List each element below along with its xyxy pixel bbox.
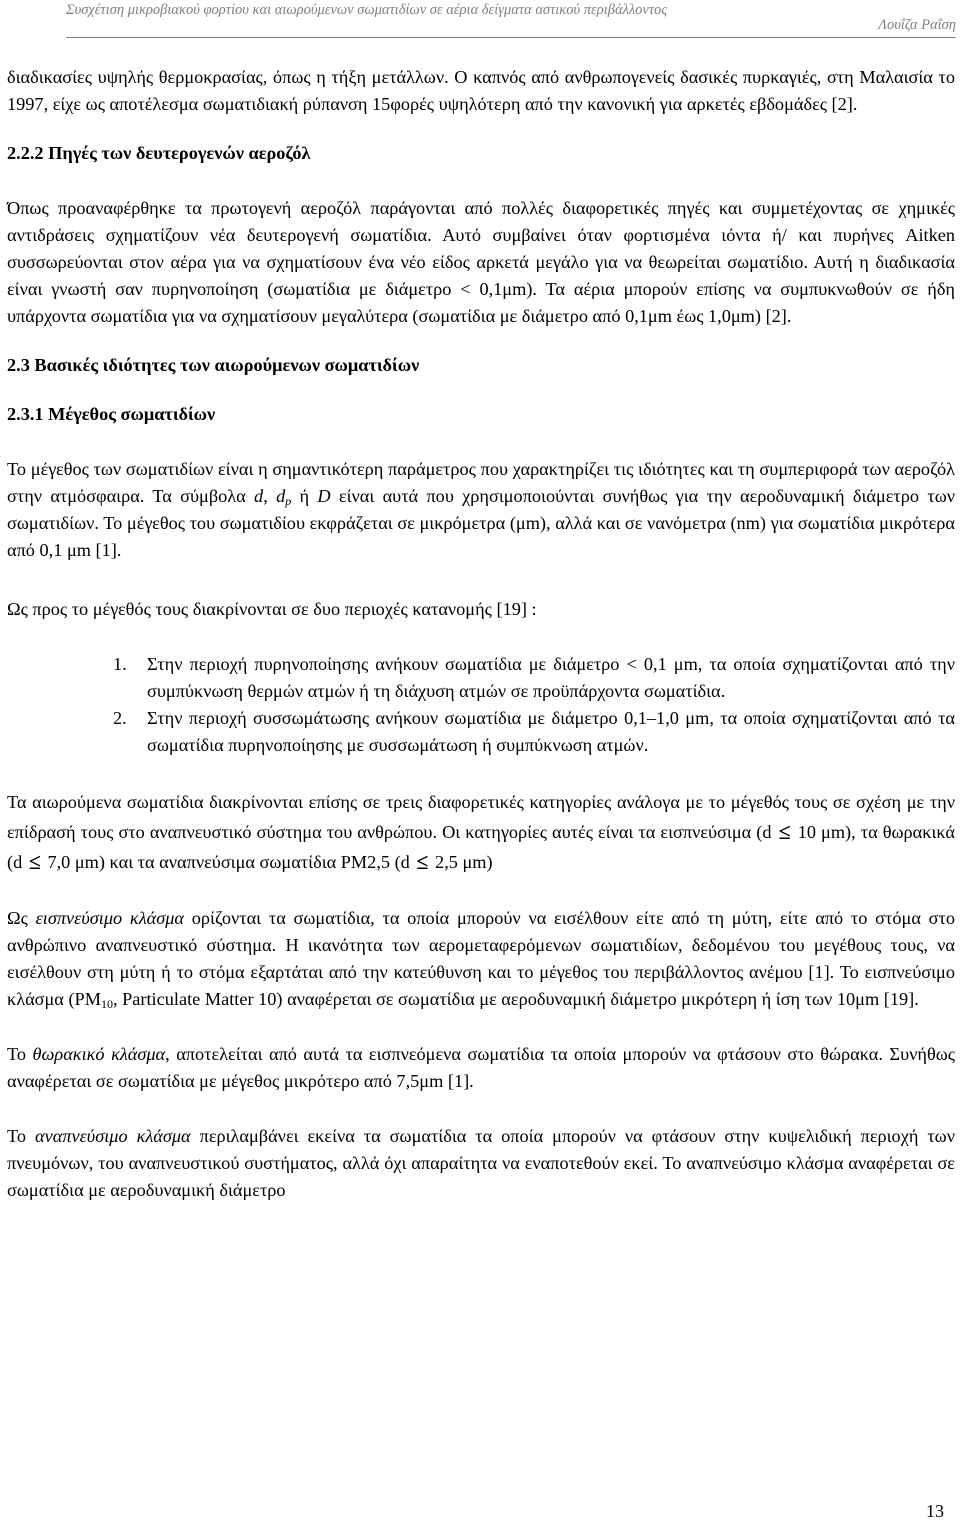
symbol-d: d — [254, 486, 264, 506]
text: Το — [7, 1044, 33, 1064]
paragraph-particle-size — [7, 456, 955, 564]
paragraph-inhalable-fraction — [7, 905, 955, 1013]
text: 2,5 μm) — [430, 852, 493, 872]
text: 10 μm), τα θωρακικά (d — [7, 822, 955, 872]
list-number: 2. — [113, 708, 127, 728]
regions-list — [7, 651, 955, 759]
text: Τα αιωρούμενα σωματίδια διακρίνονται επίσης σε τρεις διαφορετικές κατηγορίες ανάλογα με το μέγεθός τους σε σχέση με την επίδρασή τους στο αναπνευστικό σύστημα του ανθρώπου. Οι κατηγορίες αυτές είναι τα εισπνεύσιμα (d — [7, 792, 955, 842]
paragraph-regions: Ως προς το μέγεθός τους διακρίνονται σε δυο περιοχές κατανομής [19] : — [7, 599, 537, 619]
paragraph-categories: Τα αιωρούμενα σωματίδια διακρίνονται επίσης σε τρεις διαφορετικές κατηγορίες ανάλογα με το μέγεθός τους σε σχέση με την επίδρασή τους στο αναπνευστικό σύστημα του ανθρώπου. Οι κατηγορίες αυτές είναι τα εισπνεύσιμα (d ≤ 10 μm), τα θωρακικά (d ≤ 7,0 μm) και τα αναπνεύσιμα σωματίδια PM2,5 (d ≤ 2,5 μm) — [7, 792, 955, 874]
paragraph-secondary-aerosols: Όπως προαναφέρθηκε τα πρωτογενή αεροζόλ παράγονται από πολλές διαφορετικές πηγές και συμμετέχοντας σε χημικές αντιδράσεις σχηματίζουν νέα δευτερογενή σωματίδια. Αυτό συμβαίνει όταν φορτισμένα ιόντα ή/ και πυρήνες Aitken συσσωρεύονται στον αέρα για να σχηματίσουν ένα νέο είδος αρκετά μεγάλο για να θεωρείται σωματίδιο. Αυτή η διαδικασία είναι γνωστή σαν πυρηνοποίηση (σωματίδια με διάμετρο < 0,1μm). Τα αέρια μπορούν επίσης να συμπυκνωθούν σε ήδη υπάρχοντα σωματίδια για να σχηματίσουν μεγαλύτερα (σωματίδια με διάμετρο από 0,1μm έως 1,0μm) [2]. — [7, 198, 955, 326]
page-number: 13 — [926, 1501, 944, 1521]
term-inhalable: εισπνεύσιμο κλάσμα — [35, 908, 185, 928]
list-text: Στην περιοχή συσσωμάτωσης ανήκουν σωματίδια με διάμετρο 0,1–1,0 μm, τα οποία σχηματίζονται από τα σωματίδια πυρηνοποίησης με συσσωμάτωση ή συμπύκνωση ατμών. — [147, 708, 955, 755]
list-item — [7, 651, 955, 705]
text: είναι αυτά που χρησιμοποιούνται συνήθως για την αεροδυναμική διάμετρο των σωματιδίων. Το μέγεθος του σωματιδίου εκφράζεται σε μικρόμετρα (μm), αλλά και σε νανόμετρα (nm) για σωματίδια μικρότερα από 0,1 μm [1]. — [7, 486, 955, 560]
text: 7,0 μm) και τα αναπνεύσιμα σωματίδια PM2,5 (d — [42, 852, 415, 872]
text: Το — [7, 1126, 36, 1146]
heading-2-2-2: 2.2.2 Πηγές των δευτερογενών αεροζόλ — [7, 143, 311, 163]
term-thoracic: θωρακικό κλάσμα — [32, 1044, 166, 1064]
list-item — [7, 705, 955, 759]
heading-2-3-1: 2.3.1 Μέγεθος σωματιδίων — [7, 404, 216, 424]
text: Το μέγεθος των σωματιδίων είναι η σημαντικότερη παράμετρος που χαρακτηρίζει τις ιδιότητες και τη συμπεριφορά των αεροζόλ στην ατμόσφαιρα. Τα σύμβολα — [7, 459, 955, 506]
pm10-subscript: 10 — [100, 997, 113, 1011]
list-number: 1. — [113, 654, 127, 674]
text: , αποτελείται από αυτά τα εισπνεόμενα σωματίδια τα οποία μπορούν να φτάσουν στο θώρακα. Συνήθως αναφέρεται σε σωματίδια με μέγεθος μικρότερο από 7,5μm [1]. — [7, 1044, 955, 1091]
text: Ως — [7, 908, 36, 928]
header-author: Λουΐζα Ραΐση — [878, 17, 956, 33]
header-divider — [66, 37, 956, 38]
symbol-D: D — [317, 486, 331, 506]
heading-2-3: 2.3 Βασικές ιδιότητες των αιωρούμενων σωματιδίων — [7, 355, 420, 375]
symbol-dp-subscript: p — [285, 494, 292, 508]
symbol-dp: d — [276, 486, 286, 506]
list-text: Στην περιοχή πυρηνοποίησης ανήκουν σωματίδια με διάμετρο < 0,1 μm, τα οποία σχηματίζονται από την συμπύκνωση θερμών ατμών ή τη διάχυση ατμών σε προϋπάρχοντα σωματίδια. — [147, 654, 955, 701]
text: , — [263, 486, 277, 506]
text: , Particulate Matter 10) αναφέρεται σε σωματίδια με αεροδυναμική διάμετρο μικρότερη ή ίση των 10μm [19]. — [112, 989, 919, 1009]
text: ή — [291, 486, 318, 506]
text: ορίζονται τα σωματίδια, τα οποία μπορούν να εισέλθουν είτε από τη μύτη, είτε από το στόμα στο ανθρώπινο αναπνευστικό σύστημα. Η ικανότητα των αερομεταφερόμενων σωματιδίων, δεδομένου του μεγέθους τους, να εισέλθουν στη μύτη ή το στόμα εξαρτάται από την κατεύθυνση και το μέγεθος του περιβάλλοντος ανέμου [1]. Το εισπνεύσιμο κλάσμα (PM — [7, 908, 955, 1009]
page-body — [7, 64, 955, 1204]
paragraph-intro: διαδικασίες υψηλής θερμοκρασίας, όπως η τήξη μετάλλων. Ο καπνός από ανθρωπογενείς δασικές πυρκαγιές, στη Μαλαισία το 1997, είχε ως αποτέλεσμα σωματιδιακή ρύπανση 15φορές υψηλότερη από την κανονική για αρκετές εβδομάδες [2]. — [7, 67, 955, 114]
text: περιλαμβάνει εκείνα τα σωματίδια τα οποία μπορούν να φτάσουν στην κυψελιδική περιοχή των πνευμόνων, του αναπνευστικού συστήματος, αλλά όχι απαραίτητα να εναποτεθούν εκεί. Το αναπνεύσιμο κλάσμα αναφέρεται σε σωματίδια με αεροδυναμική διάμετρο — [7, 1126, 955, 1200]
header-title: Συσχέτιση μικροβιακού φορτίου και αιωρούμενων σωματιδίων σε αέρια δείγματα αστικού περιβάλλοντος — [66, 2, 668, 18]
term-respirable: αναπνεύσιμο κλάσμα — [35, 1126, 191, 1146]
paragraph-respirable-fraction — [7, 1123, 955, 1204]
paragraph-thoracic-fraction — [7, 1041, 955, 1095]
